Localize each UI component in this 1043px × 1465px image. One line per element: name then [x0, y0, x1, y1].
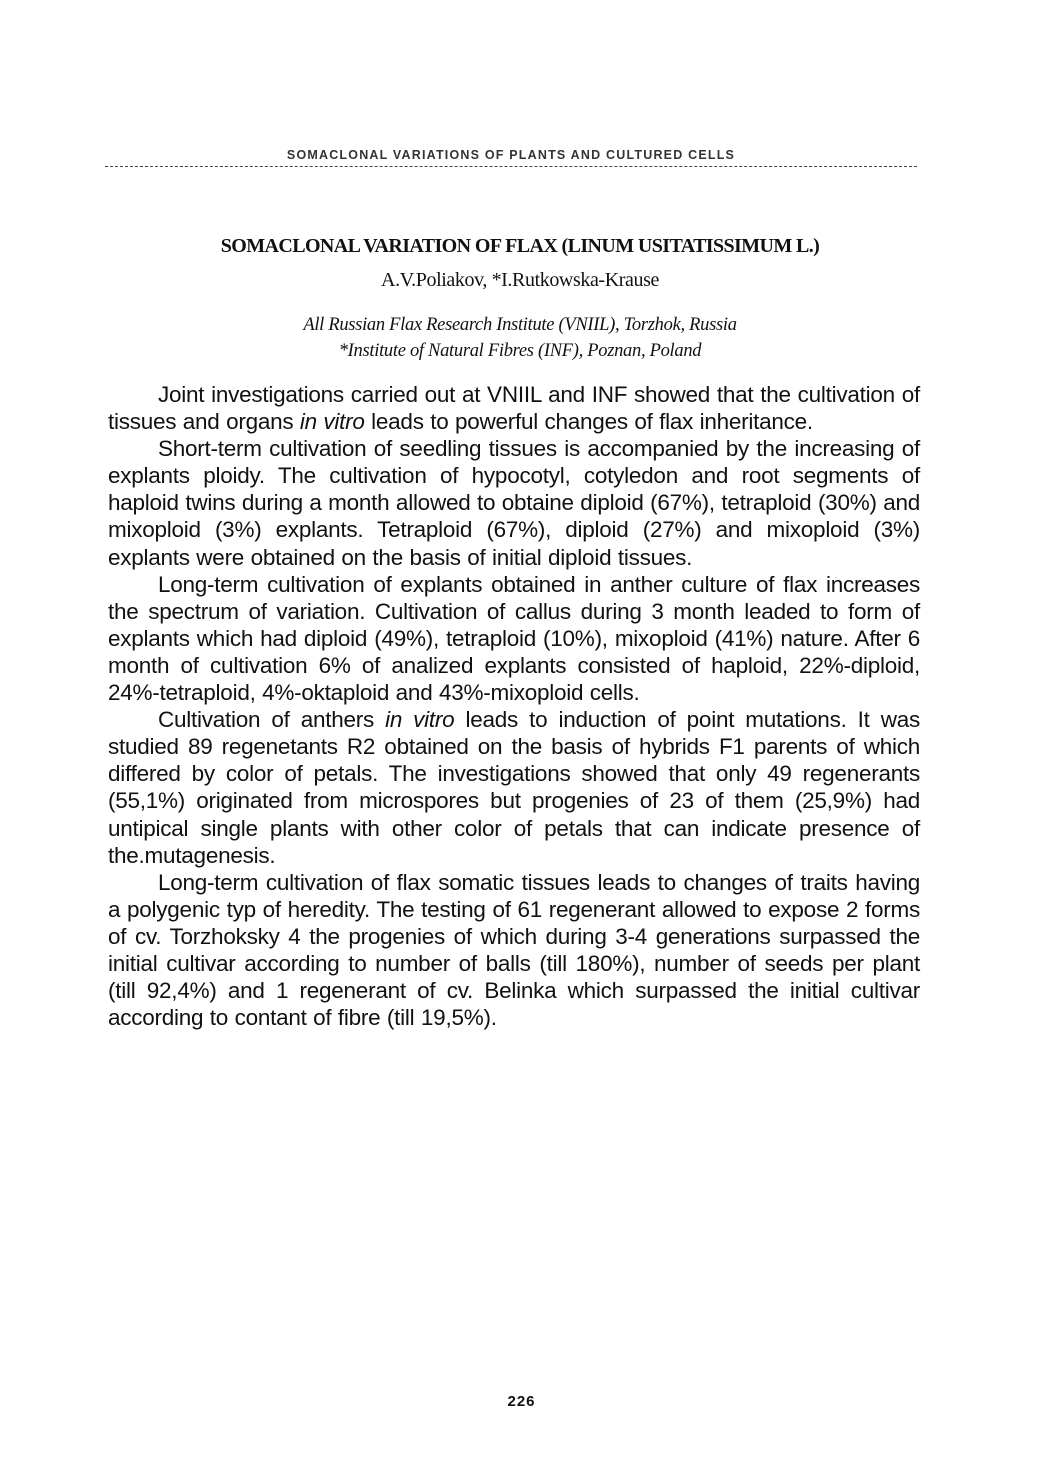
running-head: SOMACLONAL VARIATIONS OF PLANTS AND CULTURED CELLS — [105, 148, 917, 167]
paper-title: SOMACLONAL VARIATION OF FLAX (LINUM USITATISSIMUM L.) — [220, 235, 820, 257]
paragraph-4 — [108, 706, 920, 869]
paragraph-2: Short-term cultivation of seedling tissues is accompanied by the increasing of explants ploidy. The cultivation of hypocotyl, cotyledon and root segments of haploid twins during a month allowed to obtaine diploid (67%), tetraploid (30%) and mixoploid (3%) explants. Tetraploid (67%), diploid (27%) and mixoploid (3%) explants were obtained on the basis of initial diploid tissues. — [108, 436, 921, 570]
paragraph-1-italic: in vitro — [299, 409, 365, 435]
affiliation-vniil: All Russian Flax Research Institute (VNIIL), Torzhok, Russia — [303, 315, 737, 335]
affiliation-inf: *Institute of Natural Fibres (INF), Poznan, Poland — [338, 341, 702, 361]
paragraph-1-text-a: Joint investigations carried out at VNIIL and INF showed that the cultivation of tissues and organs — [108, 382, 920, 435]
paragraph-5: Long-term cultivation of flax somatic tissues leads to changes of traits having a polygenic typ of heredity. The testing of 61 regenerant allowed to expose 2 forms of cv. Torzhoksky 4 the progenies of which during 3-4 generations surpassed the initial cultivar according to number of balls (till 180%), number of seeds per plant (till 92,4%) and 1 regenerant of cv. Belinka which surpassed the initial cultivar according to contant of fibre (till 19,5%). — [108, 869, 920, 1031]
paragraph-3: Long-term cultivation of explants obtained in anther culture of flax increases the spectrum of variation. Cultivation of callus during 3 month leaded to form of explants which had diploid (49%), tetraploid (10%), mixoploid (41%) nature. After 6 month of cultivation 6% of analized explants consisted of haploid, 22%-diploid, 24%-tetraploid, 4%-oktaploid and 43%-mixoploid cells. — [108, 571, 920, 706]
paragraph-1-text-b: leads to powerful changes of flax inheritance. — [364, 409, 813, 435]
authors: A.V.Poliakov, *I.Rutkowska-Krause — [381, 269, 659, 291]
page-number: 226 — [507, 1393, 536, 1410]
paragraph-4-text-b: leads to induction of point mutations. It was studied 89 regenetants R2 obtained on the basis of hybrids F1 parents of which differed by color of petals. The investigations showed that only 49 regenerants (55,1%) originated from microspores but progenies of 23 of them (25,9%) had untipical single plants with other color of petals that can indicate presence of the.mutagenesis. — [108, 707, 920, 868]
abstract-body — [108, 381, 920, 1031]
paragraph-1 — [108, 381, 920, 435]
paragraph-4-text-a: Cultivation of anthers — [158, 707, 386, 733]
paragraph-4-italic: in vitro — [385, 707, 455, 733]
